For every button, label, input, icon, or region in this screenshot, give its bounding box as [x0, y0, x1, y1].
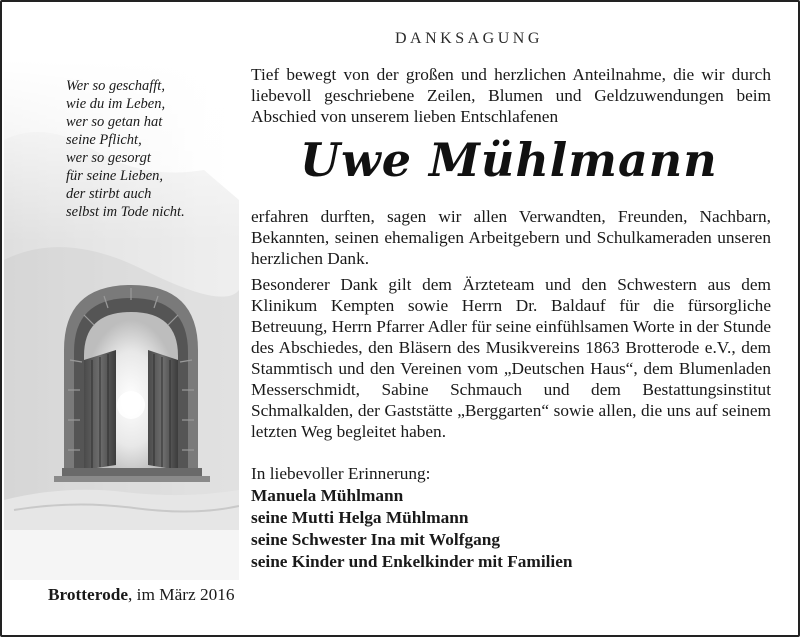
poem	[66, 77, 236, 221]
intro-text: Tief bewegt von der großen und herzlichen Anteilnahme, die wir durch liebevoll geschriebene Zeilen, Blumen und Geldzuwendungen beim Abschied von unserem lieben Entschlafenen	[251, 65, 771, 126]
remembrance-block	[251, 463, 771, 573]
notice-heading: DANKSAGUNG	[395, 30, 543, 47]
deceased-name: Uwe Mühlmann	[300, 133, 718, 187]
intro-paragraph	[251, 64, 771, 127]
thanks-body	[251, 206, 771, 447]
poem-line: wer so getan hat	[66, 114, 163, 130]
poem-line: für seine Lieben,	[66, 168, 164, 184]
poem-line: wie du im Leben,	[66, 96, 166, 112]
mourner-line: Manuela Mühlmann	[251, 486, 404, 505]
poem-line: wer so gesorgt	[66, 150, 151, 166]
mourner-line: seine Schwester Ina mit Wolfgang	[251, 530, 500, 549]
place-name: Brotterode	[48, 585, 128, 604]
remembrance-intro: In liebevoller Erinnerung:	[251, 464, 431, 483]
poem-line: der stirbt auch	[66, 186, 152, 202]
mourner-line: seine Mutti Helga Mühlmann	[251, 508, 469, 527]
poem-line: Wer so geschafft,	[66, 78, 165, 94]
poem-line: selbst im Tode nicht.	[66, 204, 185, 220]
thanks-paragraph-1: erfahren durften, sagen wir allen Verwandten, Freunden, Nachbarn, Bekannten, seinen ehemaligen Arbeitgebern und Schulkameraden unseren herzlichen Dank.	[251, 207, 771, 268]
mourner-line: seine Kinder und Enkelkinder mit Familien	[251, 552, 573, 571]
thanks-paragraph-2: Besonderer Dank gilt dem Ärzteteam und den Schwestern aus dem Klinikum Kempten sowie Herrn Dr. Baldauf für die fürsorgliche Betreuung, Herrn Pfarrer Adler für seine einfühlsamen Worte in der Stunde des Abschiedes, den Bläsern des Musikvereins 1863 Brotterode e.V., dem Stammtisch und den Vereinen vom „Deutschen Haus“, dem Blumenladen Messerschmidt, Sabine Schmauch und dem Bestattungsinstitut Schmalkalden, der Gaststätte „Berggarten“ sowie allen, die uns auf seinem letzten Weg begleitet haben.	[251, 275, 771, 441]
place-date	[48, 585, 235, 605]
poem-line: seine Pflicht,	[66, 132, 142, 148]
date-text: , im März 2016	[128, 585, 235, 604]
